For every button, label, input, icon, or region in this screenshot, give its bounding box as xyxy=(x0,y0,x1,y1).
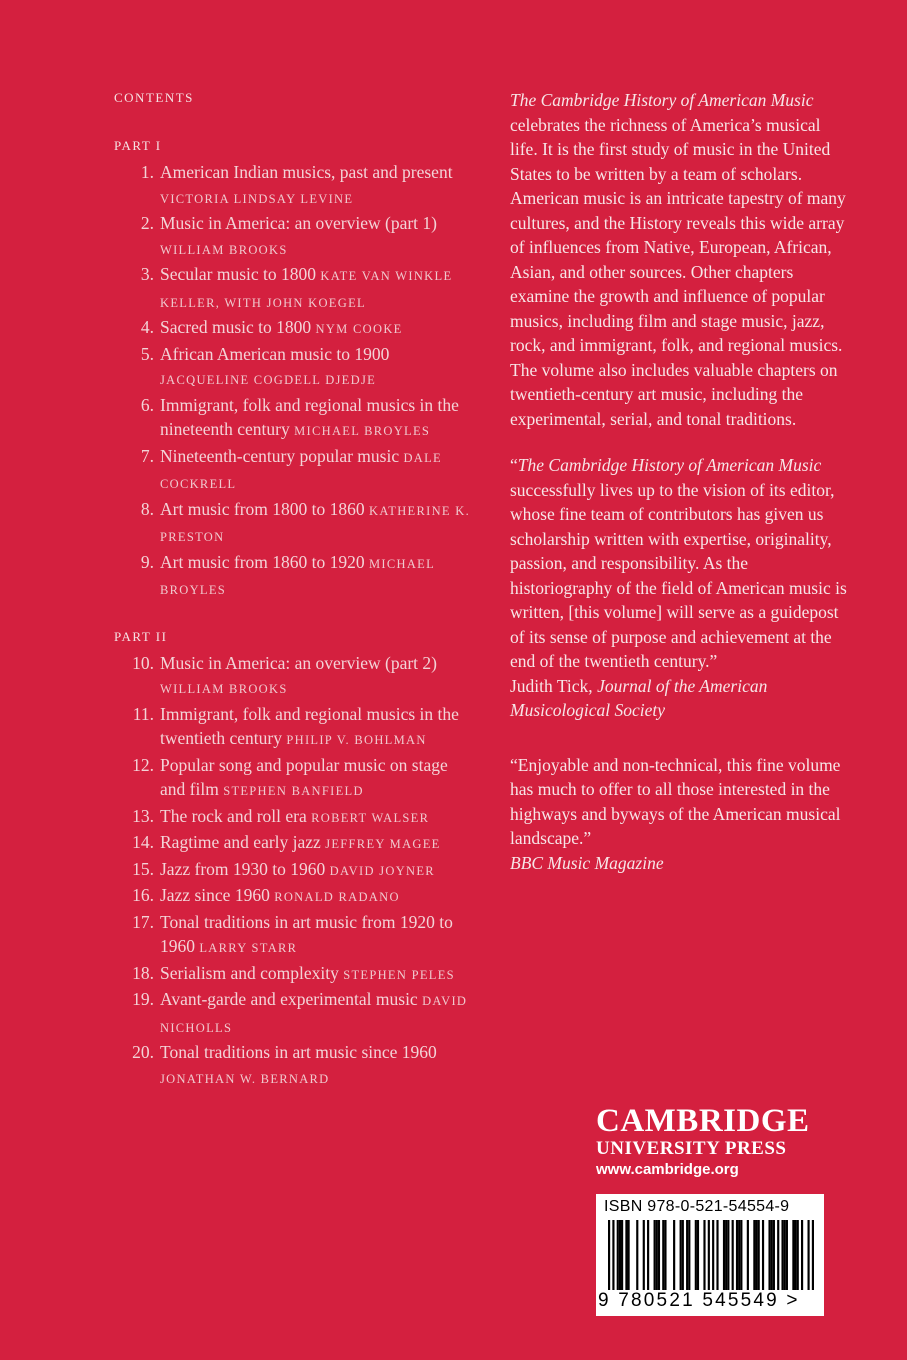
chapter-number: 5. xyxy=(140,343,154,364)
barcode-bar xyxy=(708,1220,710,1290)
barcode-bar xyxy=(725,1220,727,1290)
review-quote-text: “Enjoyable and non-technical, this fine volume has much to offer to all those interested in the highways and byways of the American musical landscape.” xyxy=(510,754,841,848)
chapter-title: Nineteenth-century popular music xyxy=(160,445,400,466)
chapter-author: DAVID NICHOLLS xyxy=(160,994,468,1035)
barcode-bar xyxy=(643,1220,645,1290)
barcode-bar xyxy=(628,1220,630,1290)
chapter-title: Serialism and complexity xyxy=(160,962,339,983)
chapter-entry xyxy=(114,1040,474,1091)
barcode-bar xyxy=(801,1220,803,1290)
barcode-bar xyxy=(771,1220,773,1290)
contents-column xyxy=(114,90,474,1117)
chapter-title: Popular song and popular music on stage and film xyxy=(160,754,448,799)
chapter-number: 12. xyxy=(132,754,154,775)
chapter-entry xyxy=(114,961,474,988)
barcode-bar xyxy=(673,1220,675,1290)
isbn-label: ISBN 978-0-521-54554-9 xyxy=(604,1198,790,1215)
barcode-bar xyxy=(712,1220,714,1290)
barcode-bar xyxy=(662,1220,664,1290)
barcode-bar xyxy=(773,1220,775,1290)
chapter-author: WILLIAM BROOKS xyxy=(160,682,288,696)
chapter-entry xyxy=(114,315,474,342)
contents-part xyxy=(114,138,474,603)
barcode-bar xyxy=(794,1220,796,1290)
part-heading: PART I xyxy=(114,138,162,153)
barcode-bar xyxy=(732,1220,734,1290)
chapter-number: 17. xyxy=(132,911,154,932)
chapter-title: Jazz from 1930 to 1960 xyxy=(160,858,326,879)
book-description xyxy=(510,88,850,431)
barcode-bar xyxy=(686,1220,688,1290)
chapter-title: American Indian musics, past and present xyxy=(160,162,453,182)
chapter-entry xyxy=(114,910,474,961)
barcode-bar xyxy=(680,1220,682,1290)
contents-part xyxy=(114,629,474,1092)
barcode-bar xyxy=(621,1220,623,1290)
chapter-entry xyxy=(114,857,474,884)
barcode-bar xyxy=(688,1220,690,1290)
chapter-number: 13. xyxy=(132,805,154,826)
chapter-title: Art music from 1800 to 1860 xyxy=(160,498,365,519)
chapter-author: LARRY STARR xyxy=(199,941,298,955)
chapter-author: JEFFREY MAGEE xyxy=(325,837,441,851)
barcode-bar xyxy=(716,1220,718,1290)
barcode-bar xyxy=(727,1220,729,1290)
barcode-bar xyxy=(768,1220,770,1290)
chapter-number: 19. xyxy=(132,989,154,1009)
chapter-number: 11. xyxy=(132,703,154,724)
barcode-bar xyxy=(740,1220,742,1290)
chapter-entry xyxy=(114,702,474,753)
chapter-author: STEPHEN BANFIELD xyxy=(223,784,364,798)
chapter-title: Music in America: an overview (part 2) xyxy=(160,652,437,673)
blurb-column xyxy=(510,88,850,905)
publisher-logo xyxy=(596,1104,836,1180)
part-heading: PART II xyxy=(114,628,168,644)
chapter-title: Sacred music to 1800 xyxy=(160,317,312,337)
review-quote-text: successfully lives up to the vision of its editor, whose fine team of contributors has given us scholarship written with expertise, originality, passion, and responsibility. As the historiography of the field of American music is written, [this volume] will serve as a guidepost of its sense of purpose and achievement at the end of the twentieth century.” xyxy=(510,479,847,671)
chapter-entry xyxy=(114,160,474,211)
publisher-subtitle: UNIVERSITY PRESS xyxy=(596,1138,787,1159)
barcode-bar xyxy=(617,1220,619,1290)
chapter-entry xyxy=(114,987,474,1040)
review-title-italic: The Cambridge History of American Music xyxy=(517,455,822,475)
barcode-bar xyxy=(636,1220,638,1290)
chapter-number: 2. xyxy=(140,213,154,233)
chapter-title: The rock and roll era xyxy=(160,805,307,826)
barcode-bar xyxy=(608,1220,610,1290)
review-quote xyxy=(510,753,850,876)
chapter-title: Ragtime and early jazz xyxy=(160,832,321,852)
chapter-number: 7. xyxy=(140,445,154,466)
chapter-number: 20. xyxy=(132,1042,154,1062)
book-description-text: celebrates the richness of America’s musical life. It is the first study of music in the United States to be written by a team of scholars. American music is an intricate tapestry of many cultures, and the History reveals this wide array of influences from Native, European, African, Asian, and other sources. Other chapters examine the growth and influence of popular musics, including film and stage music, jazz, rock, and immigrant, folk, and regional musics. The volume also includes valuable chapters on twentieth-century art music, including the experimental, serial, and tonal traditions. xyxy=(510,114,846,429)
chapter-title: African American music to 1900 xyxy=(160,343,390,364)
review-source xyxy=(510,674,850,723)
chapter-entry xyxy=(114,651,474,702)
barcode-bar xyxy=(792,1220,794,1290)
barcode-bar xyxy=(753,1220,755,1290)
barcode-bar xyxy=(738,1220,740,1290)
barcode-bar xyxy=(812,1220,814,1290)
contents-heading: CONTENTS xyxy=(114,90,194,105)
chapter-author: DALE COCKRELL xyxy=(160,450,442,491)
barcode-bar xyxy=(777,1220,779,1290)
chapter-number: 6. xyxy=(140,394,154,415)
chapter-author: RONALD RADANO xyxy=(274,890,400,904)
chapter-number: 8. xyxy=(140,498,154,519)
chapter-entry xyxy=(114,211,474,262)
barcode-bar xyxy=(786,1220,788,1290)
chapter-number: 10. xyxy=(132,652,154,673)
review-source-name: Judith Tick, xyxy=(510,675,598,696)
chapter-author: MICHAEL BROYLES xyxy=(160,556,435,597)
chapter-entry xyxy=(114,753,474,804)
publisher-name: CAMBRIDGE xyxy=(596,1103,810,1139)
review-source xyxy=(510,851,850,876)
chapter-entry xyxy=(114,550,474,603)
chapter-title: Tonal traditions in art music since 1960 xyxy=(160,1042,437,1062)
chapter-number: 18. xyxy=(132,962,154,983)
chapter-title: Immigrant, folk and regional musics in the twentieth century xyxy=(160,703,459,748)
barcode-bar xyxy=(658,1220,660,1290)
barcode-bar xyxy=(736,1220,738,1290)
chapter-number: 9. xyxy=(140,551,154,572)
chapter-number: 3. xyxy=(140,264,154,284)
chapter-number: 14. xyxy=(132,832,154,852)
chapter-author: DAVID JOYNER xyxy=(329,863,435,878)
barcode-bar xyxy=(703,1220,705,1290)
chapter-number: 16. xyxy=(132,885,154,905)
barcode-bar xyxy=(758,1220,760,1290)
barcode-bar xyxy=(762,1220,764,1290)
chapter-entry xyxy=(114,444,474,497)
chapter-entry xyxy=(114,883,474,910)
chapter-author: PHILIP V. BOHLMAN xyxy=(286,733,427,747)
barcode-bar xyxy=(619,1220,621,1290)
chapter-entry xyxy=(114,830,474,857)
barcode-bar xyxy=(747,1220,749,1290)
barcode-bar xyxy=(664,1220,666,1290)
barcode-bar xyxy=(697,1220,699,1290)
chapter-author: WILLIAM BROOKS xyxy=(160,242,288,257)
barcode-bar xyxy=(682,1220,684,1290)
chapter-author: STEPHEN PELES xyxy=(343,967,455,982)
chapter-author: MICHAEL BROYLES xyxy=(294,424,431,438)
ean-digits: 9 780521 545549 > xyxy=(598,1290,800,1311)
review-source-magazine: BBC Music Magazine xyxy=(510,852,664,873)
chapter-author: JONATHAN W. BERNARD xyxy=(160,1071,330,1086)
chapter-entry xyxy=(114,393,474,444)
chapter-number: 15. xyxy=(132,858,154,879)
barcode xyxy=(596,1194,824,1316)
barcode-bar xyxy=(797,1220,799,1290)
chapter-title: Jazz since 1960 xyxy=(160,885,270,905)
chapter-number: 1. xyxy=(140,162,154,182)
chapter-author: KATE VAN WINKLE KELLER, WITH JOHN KOEGEL xyxy=(160,269,453,310)
barcode-bar xyxy=(654,1220,656,1290)
chapter-author: VICTORIA LINDSAY LEVINE xyxy=(160,191,354,206)
barcode-bar xyxy=(625,1220,627,1290)
barcode-bar xyxy=(612,1220,614,1290)
barcode-bars xyxy=(608,1220,814,1290)
barcode-bar xyxy=(755,1220,757,1290)
barcode-bar xyxy=(695,1220,697,1290)
barcode-bar xyxy=(656,1220,658,1290)
barcode-bar xyxy=(807,1220,809,1290)
barcode-bar xyxy=(784,1220,786,1290)
chapter-author: KATHERINE K. PRESTON xyxy=(160,503,471,544)
chapter-title: Immigrant, folk and regional musics in the nineteenth century xyxy=(160,394,459,439)
chapter-entry xyxy=(114,497,474,550)
barcode-bar xyxy=(647,1220,649,1290)
chapter-title: Music in America: an overview (part 1) xyxy=(160,213,437,233)
chapter-title: Avant-garde and experimental music xyxy=(160,989,418,1009)
publisher-url: www.cambridge.org xyxy=(596,1161,739,1178)
chapter-entry xyxy=(114,262,474,315)
chapter-entry xyxy=(114,804,474,831)
contents-parts xyxy=(114,138,474,1091)
chapter-author: NYM COOKE xyxy=(315,322,403,336)
chapter-entry xyxy=(114,342,474,393)
barcode-bar xyxy=(723,1220,725,1290)
chapter-title: Art music from 1860 to 1920 xyxy=(160,551,365,572)
review-source-journal: Journal of the American Musicological Society xyxy=(510,675,768,720)
chapter-author: JACQUELINE COGDELL DJEDJE xyxy=(160,373,377,387)
review-quote xyxy=(510,453,850,723)
chapter-number: 4. xyxy=(140,317,154,337)
barcode-bar xyxy=(781,1220,783,1290)
chapter-title: Secular music to 1800 xyxy=(160,264,317,284)
chapter-author: ROBERT WALSER xyxy=(311,810,430,825)
chapter-title: Tonal traditions in art music from 1920 to 1960 xyxy=(160,911,453,956)
book-title-italic: The Cambridge History of American Music xyxy=(510,90,814,110)
review-open-quote: “ xyxy=(510,455,518,475)
